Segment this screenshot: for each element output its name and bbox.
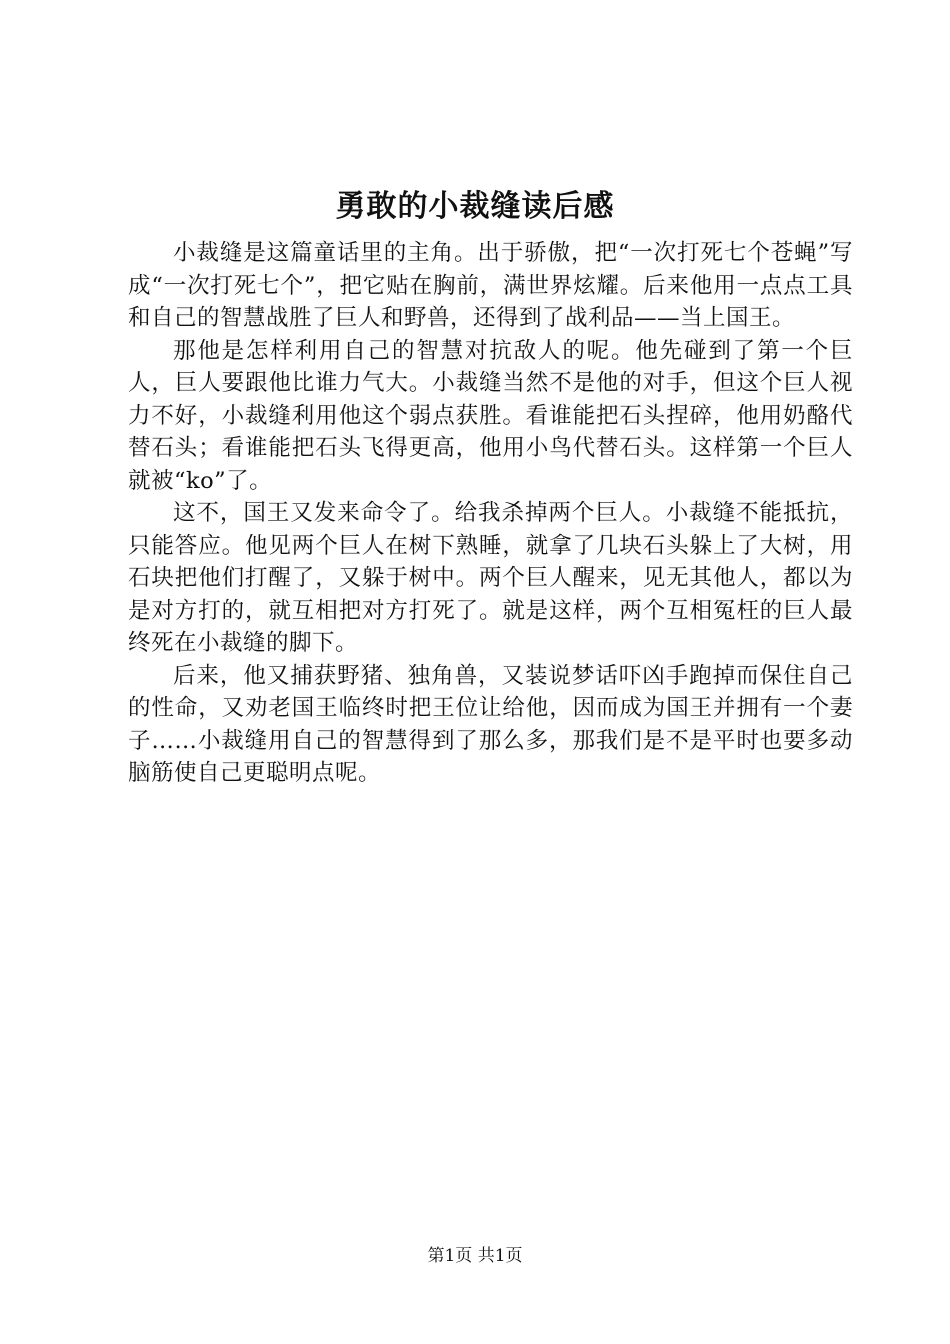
paragraph-3: 这不，国王又发来命令了。给我杀掉两个巨人。小裁缝不能抵抗，只能答应。他见两个巨人在树下熟睡，就拿了几块石头躲上了大树，用石块把他们打醒了，又躲于树中。两个巨人醒来，见无其他人，都以为是对方打的，就互相把对方打死了。就是这样，两个互相冤枉的巨人最终死在小裁缝的脚下。 <box>128 500 853 656</box>
document-title: 勇敢的小裁缝读后感 <box>335 189 615 224</box>
paragraph-4: 后来，他又捕获野猪、独角兽，又装说梦话吓凶手跑掉而保住自己的性命，又劝老国王临终时把王位让给他，因而成为国王并拥有一个妻子……小裁缝用自己的智慧得到了那么多，那我们是不是平时也要多动脑筋使自己更聪明点呢。 <box>128 662 853 786</box>
paragraph-1: 小裁缝是这篇童话里的主角。出于骄傲，把“一次打死七个苍蝇”写成“一次打死七个”，把它贴在胸前，满世界炫耀。后来他用一点点工具和自己的智慧战胜了巨人和野兽，还得到了战利品——当上国王。 <box>128 240 853 331</box>
page-footer: 第1页 共1页 <box>427 1246 523 1266</box>
document-body <box>128 237 853 790</box>
paragraph-2: 那他是怎样利用自己的智慧对抗敌人的呢。他先碰到了第一个巨人，巨人要跟他比谁力气大。小裁缝当然不是他的对手，但这个巨人视力不好，小裁缝利用他这个弱点获胜。看谁能把石头捏碎，他用奶酪代替石头；看谁能把石头飞得更高，他用小鸟代替石头。这样第一个巨人就被“ko”了。 <box>128 337 853 494</box>
